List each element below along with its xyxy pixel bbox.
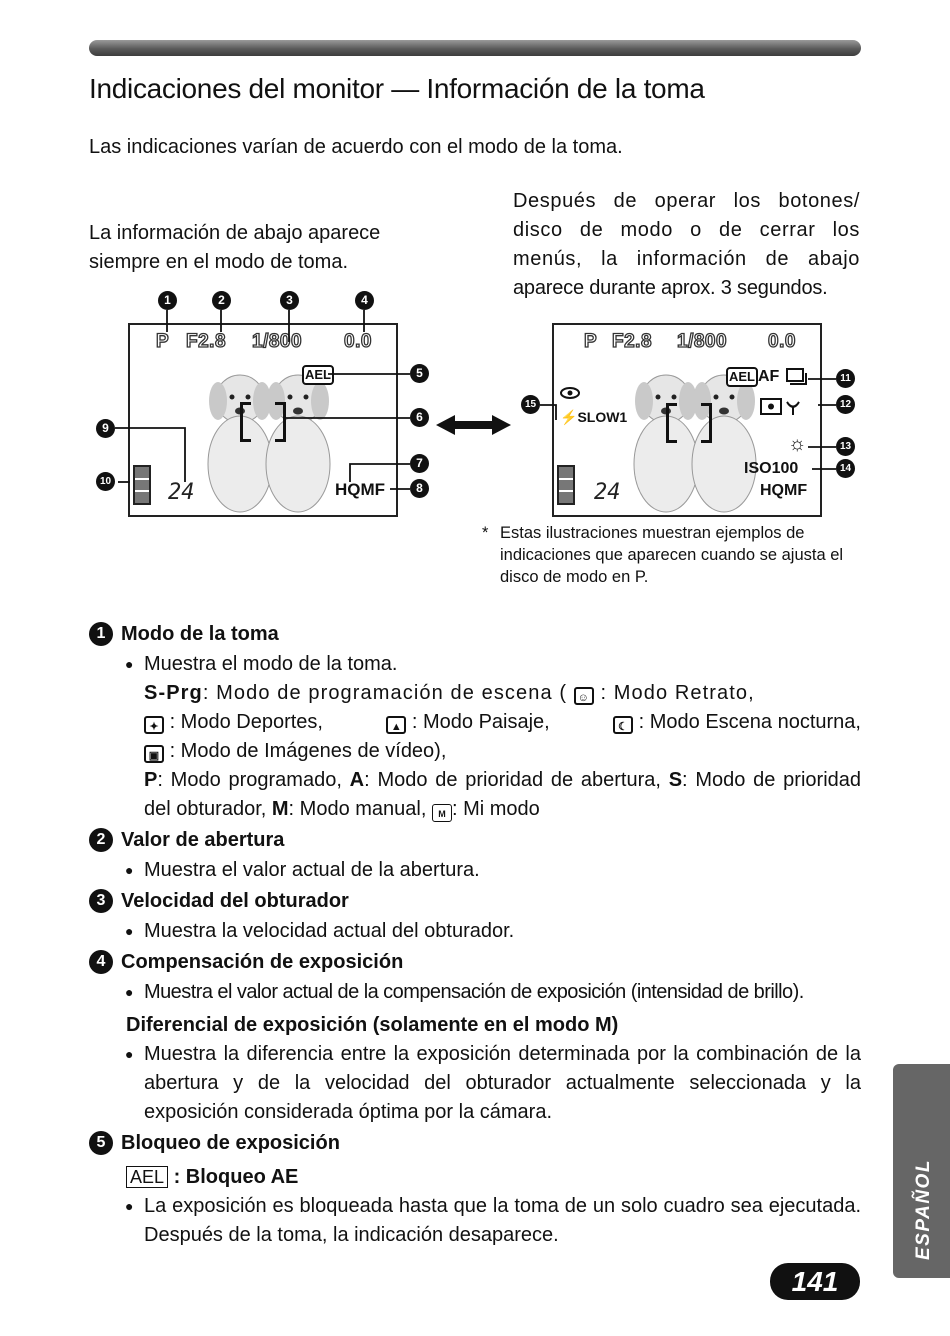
redeye-eye-icon: [559, 385, 581, 401]
callout-5: 5: [410, 364, 429, 383]
left-note: La información de abajo aparece siempre en el modo de toma.: [89, 222, 381, 273]
callout-7: 7: [410, 454, 429, 473]
right-note: Después de operar los botones/ disco de modo o de cerrar los menús, la información de abajo aparece durante aprox. 3 segundos.: [513, 190, 860, 299]
callout-2: 2: [212, 291, 231, 310]
callout-8: 8: [410, 479, 429, 498]
osd-frame-count: 24: [168, 480, 195, 505]
section-3-heading: 3 Velocidad del obturador: [89, 885, 861, 917]
intro-text: Las indicaciones varían de acuerdo con el modo de la toma.: [89, 136, 623, 158]
section-2-bullet: ● Muestra el valor actual de la abertura.: [89, 856, 861, 885]
section-1-modes: S-Prg: Modo de programación de escena ( ☺ : Modo Retrato, ✦ : Modo Deportes, ▲ : Modo Paisaje, ☾ : Modo Escena nocturna, ▣ : Modo de Imágenes de vídeo), P: Modo programado, A: Modo de prioridad de abertura, S: Modo de prioridad del obturador, M: Modo manual, M : Mi modo: [144, 682, 861, 820]
af-frame-right: [275, 402, 286, 442]
osd-ael-icon: AEL: [726, 367, 758, 387]
osd-quality: HQMF: [760, 482, 808, 499]
callout-11: 11: [836, 369, 855, 388]
callout-10: 10: [96, 472, 115, 491]
footnote: * Estas ilustraciones muestran ejemplos de indicaciones que aparecen cuando se ajusta el disco de modo en P.: [482, 524, 844, 586]
osd-mode: P: [584, 331, 598, 352]
monitor-screen-extended: [552, 323, 822, 517]
my-mode-icon: M: [432, 804, 452, 822]
section-1-heading: 1 Modo de la toma: [89, 618, 861, 650]
osd-mode: P: [156, 331, 170, 352]
callout-15: 15: [521, 395, 540, 414]
section-4-heading: 4 Compensación de exposición: [89, 946, 861, 978]
night-scene-icon: ☾: [613, 716, 633, 734]
page-number: 141: [770, 1263, 860, 1300]
body-sections: [89, 618, 861, 1250]
osd-flash: ⚡SLOW1: [560, 409, 628, 425]
white-balance-sun-icon: ☼: [788, 433, 807, 455]
language-side-tab-label: ESPAÑOL: [913, 1159, 934, 1260]
af-frame-left: [240, 402, 251, 442]
callout-3: 3: [280, 291, 299, 310]
section-5-bullet: ● La exposición es bloqueada hasta que la toma de un solo cuadro sea ejecutada. Después de la toma, la indicación desaparece.: [89, 1192, 861, 1250]
osd-shutter: 1/800: [252, 331, 303, 352]
portrait-icon: ☺: [574, 687, 594, 705]
osd-iso: ISO100: [744, 460, 799, 477]
osd-ael-icon: AEL: [302, 365, 334, 385]
osd-aperture: F2.8: [612, 331, 653, 352]
landscape-icon: ▲: [386, 716, 406, 734]
af-frame-right: [701, 403, 712, 443]
section-2-heading: 2 Valor de abertura: [89, 824, 861, 856]
callout-1: 1: [158, 291, 177, 310]
section-5-heading: 5 Bloqueo de exposición: [89, 1127, 861, 1159]
callout-14: 14: [836, 459, 855, 478]
osd-ev: 0.0: [344, 331, 372, 352]
callout-12: 12: [836, 395, 855, 414]
osd-frame-count: 24: [594, 480, 621, 505]
callout-13: 13: [836, 437, 855, 456]
osd-aperture: F2.8: [186, 331, 227, 352]
drive-sequential-icon: [786, 368, 810, 386]
section-5-ael-line: AEL : Bloqueo AE: [89, 1163, 861, 1192]
section-3-bullet: ● Muestra la velocidad actual del obturador.: [89, 917, 861, 946]
section-1-bullet: ● Muestra el modo de la toma.: [89, 650, 861, 679]
osd-ev: 0.0: [768, 331, 796, 352]
osd-af: AF: [758, 368, 780, 385]
battery-icon: [133, 465, 151, 505]
section-4-sub-bullet: ● Muestra la diferencia entre la exposición determinada por la combinación de la abertura y de la velocidad del obturador actualmente seleccionada y la exposición considerada óptima por la cámara.: [89, 1040, 861, 1127]
af-frame-left: [666, 403, 677, 443]
page-title: Indicaciones del monitor — Información de la toma: [89, 73, 705, 104]
battery-icon: [557, 465, 575, 505]
spot-macro-icons: [760, 397, 806, 417]
section-4-bullet: ● Muestra el valor actual de la compensación de exposición (intensidad de brillo).: [89, 978, 861, 1007]
section-4-subheading: Diferencial de exposición (solamente en el modo M): [126, 1014, 619, 1036]
osd-shutter: 1/800: [677, 331, 728, 352]
top-bar: [89, 40, 861, 56]
osd-quality: HQMF: [335, 480, 386, 499]
movie-icon: ▣: [144, 745, 164, 763]
callout-4: 4: [355, 291, 374, 310]
callout-6: 6: [410, 408, 429, 427]
monitor-screen-basic: [128, 323, 398, 517]
callout-9: 9: [96, 419, 115, 438]
sports-icon: ✦: [144, 716, 164, 734]
